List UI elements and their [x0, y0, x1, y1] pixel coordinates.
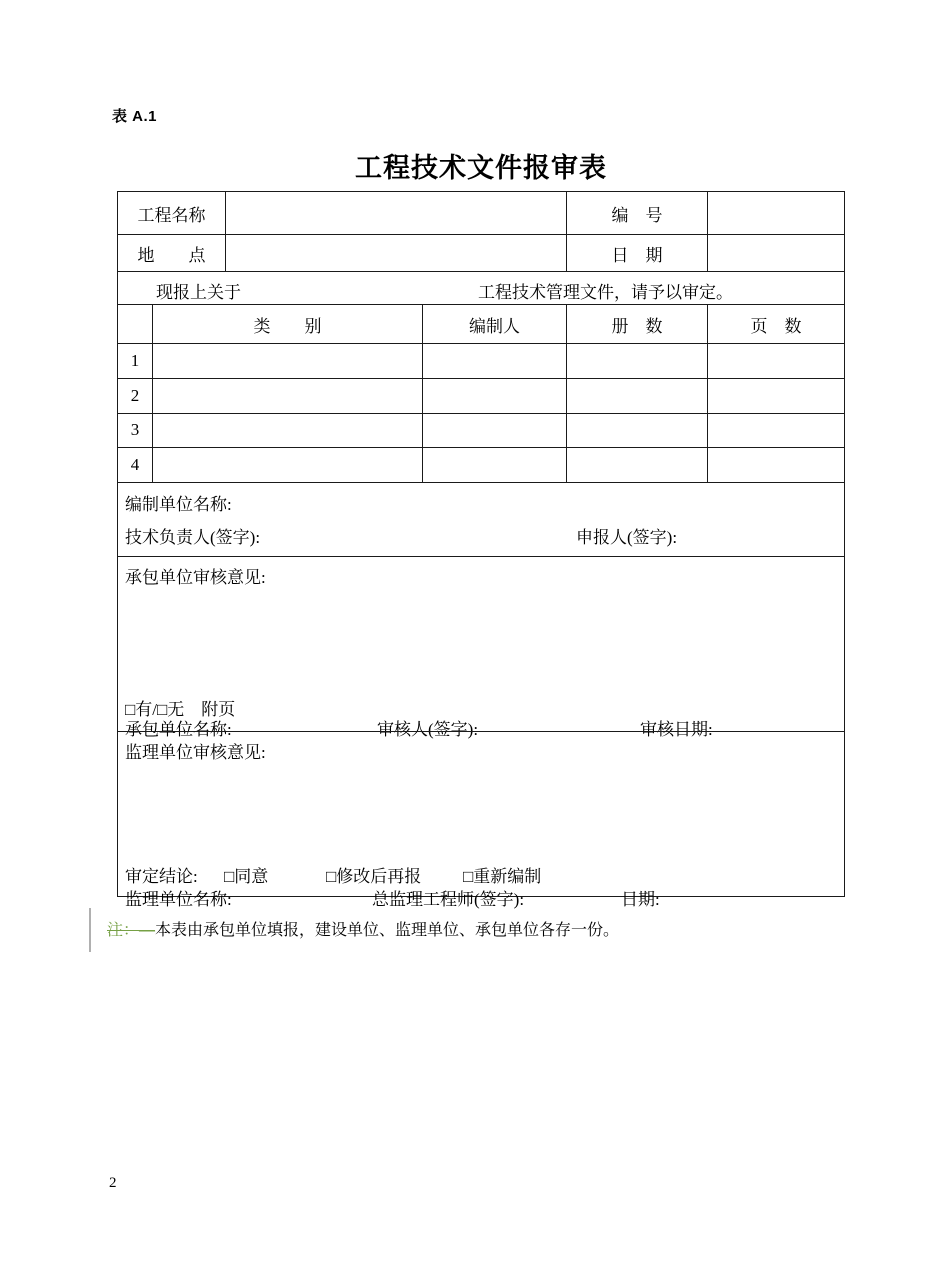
- statement-prefix: 现报上关于: [156, 283, 241, 302]
- volumes-cell[interactable]: [567, 379, 708, 413]
- review-date-label: 审核日期:: [640, 720, 713, 739]
- applicant-label: 申报人(签字):: [576, 528, 678, 547]
- chief-engineer-label: 总监理工程师(签字):: [372, 890, 525, 909]
- preparer-unit-label: 编制单位名称:: [125, 495, 232, 514]
- volumes-cell[interactable]: [567, 344, 708, 378]
- category-cell[interactable]: [153, 379, 423, 413]
- location-value-cell[interactable]: [226, 235, 567, 271]
- row-number: 4: [118, 448, 153, 482]
- contractor-opinion-title: 承包单位审核意见:: [125, 568, 266, 587]
- project-name-row: [118, 192, 844, 234]
- table-row: [118, 378, 844, 413]
- contractor-section: [118, 556, 844, 739]
- supervisor-opinion-space[interactable]: [125, 762, 837, 842]
- volumes-cell[interactable]: [567, 448, 708, 482]
- form-table: [117, 191, 845, 909]
- pages-cell[interactable]: [708, 379, 844, 413]
- preparer-section: [118, 482, 844, 556]
- checkbox-no-attachment[interactable]: □无: [157, 700, 185, 719]
- row-number: 3: [118, 414, 153, 448]
- compiler-cell[interactable]: [423, 448, 567, 482]
- date-label: 日 期: [567, 235, 708, 271]
- compiler-cell[interactable]: [423, 379, 567, 413]
- checkbox-revise-resubmit[interactable]: □修改后再报: [326, 867, 422, 886]
- conclusion-label: 审定结论:: [125, 867, 198, 886]
- pages-cell[interactable]: [708, 448, 844, 482]
- statement-row: [118, 271, 844, 304]
- table-row: [118, 343, 844, 378]
- index-header-cell: [118, 305, 153, 343]
- note-deleted-text: 注：—: [107, 922, 156, 939]
- page-title: 工程技术文件报审表: [355, 153, 607, 183]
- location-label: 地 点: [118, 235, 226, 271]
- table-row: [118, 447, 844, 482]
- contractor-opinion-space[interactable]: [125, 587, 837, 667]
- row-number: 2: [118, 379, 153, 413]
- note: [107, 917, 619, 940]
- page-number: 2: [109, 1175, 117, 1191]
- compiler-header: 编制人: [423, 305, 567, 343]
- checkbox-agree[interactable]: □同意: [224, 867, 269, 886]
- table-row: [118, 413, 844, 448]
- category-cell[interactable]: [153, 414, 423, 448]
- category-cell[interactable]: [153, 344, 423, 378]
- compiler-cell[interactable]: [423, 344, 567, 378]
- row-number: 1: [118, 344, 153, 378]
- number-label: 编 号: [567, 192, 708, 234]
- supervisor-date-label: 日期:: [621, 890, 660, 909]
- volumes-header: 册 数: [567, 305, 708, 343]
- checkbox-has-attachment[interactable]: □有: [125, 700, 153, 719]
- pages-cell[interactable]: [708, 344, 844, 378]
- checkbox-recompile[interactable]: □重新编制: [463, 867, 542, 886]
- pages-header: 页 数: [750, 316, 802, 336]
- supervisor-opinion-title: 监理单位审核意见:: [125, 743, 266, 762]
- attachment-separator: /: [152, 700, 158, 719]
- contractor-unit-label: 承包单位名称:: [125, 720, 232, 739]
- location-row: [118, 234, 844, 271]
- note-text: 本表由承包单位填报，建设单位、监理单位、承包单位各存一份。: [155, 922, 620, 939]
- number-value-cell[interactable]: [708, 192, 844, 234]
- compiler-cell[interactable]: [423, 414, 567, 448]
- category-header: 类 别: [153, 305, 423, 343]
- revision-change-bar: [89, 908, 91, 952]
- reviewer-label: 审核人(签字):: [377, 720, 479, 739]
- item-rows: [118, 343, 844, 482]
- table-label: 表 A.1: [112, 108, 158, 125]
- statement-suffix: 工程技术管理文件，请予以审定。: [478, 283, 733, 302]
- attachment-label: 附页: [201, 700, 236, 719]
- volumes-cell[interactable]: [567, 414, 708, 448]
- doc-header-row: [118, 304, 844, 343]
- pages-cell[interactable]: [708, 414, 844, 448]
- supervisor-section: [118, 731, 844, 909]
- project-name-label: 工程名称: [118, 192, 226, 234]
- date-value-cell[interactable]: [708, 235, 844, 271]
- tech-lead-label: 技术负责人(签字):: [125, 528, 261, 547]
- project-name-value-cell[interactable]: [226, 192, 567, 234]
- category-cell[interactable]: [153, 448, 423, 482]
- supervisor-unit-label: 监理单位名称:: [125, 890, 232, 909]
